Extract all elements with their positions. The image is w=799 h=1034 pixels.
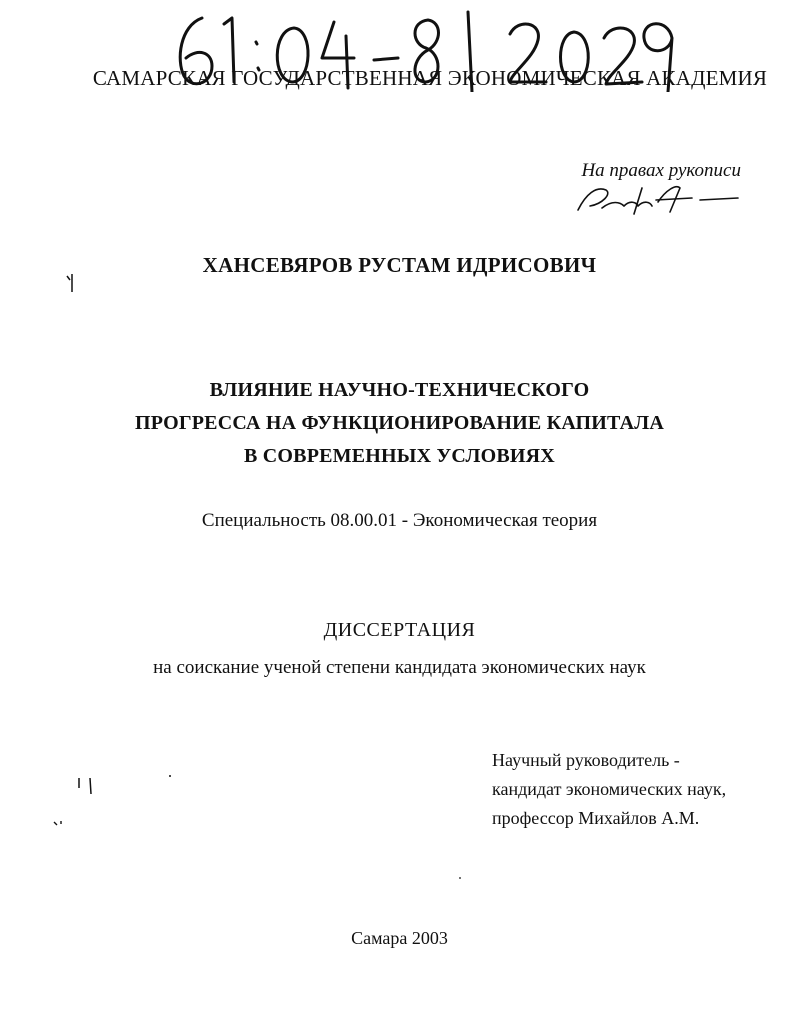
city-year: Самара 2003 — [351, 928, 448, 948]
document-type: ДИССЕРТАЦИЯ — [323, 619, 476, 641]
supervisor-degree: кандидат экономических наук, — [492, 779, 727, 799]
title-line: ПРОГРЕССА НА ФУНКЦИОНИРОВАНИЕ КАПИТАЛА — [135, 412, 664, 434]
scan-mark — [74, 776, 98, 796]
scan-mark — [52, 818, 66, 828]
supervisor-role: Научный руководитель - — [492, 750, 680, 770]
supervisor-block — [492, 746, 726, 833]
degree-description: на соискание ученой степени кандидата экономических наук — [153, 657, 646, 678]
dissertation-title — [0, 374, 799, 473]
author-name: ХАНСЕВЯРОВ РУСТАМ ИДРИСОВИЧ — [202, 253, 597, 277]
title-line: ВЛИЯНИЕ НАУЧНО-ТЕХНИЧЕСКОГО — [209, 379, 590, 401]
specialty: Специальность 08.00.01 - Экономическая теория — [201, 510, 598, 531]
supervisor-name: профессор Михайлов А.М. — [492, 808, 700, 828]
title-line: В СОВРЕМЕННЫХ УСЛОВИЯХ — [244, 445, 555, 467]
manuscript-rights-note: На правах рукописи — [581, 160, 741, 181]
scan-mark — [168, 774, 172, 778]
scan-mark — [64, 272, 76, 294]
scan-mark — [458, 876, 462, 880]
academy-name: САМАРСКАЯ ГОСУДАРСТВЕННАЯ ЭКОНОМИЧЕСКАЯ АКАДЕМИЯ — [92, 66, 768, 90]
signature — [572, 180, 742, 216]
